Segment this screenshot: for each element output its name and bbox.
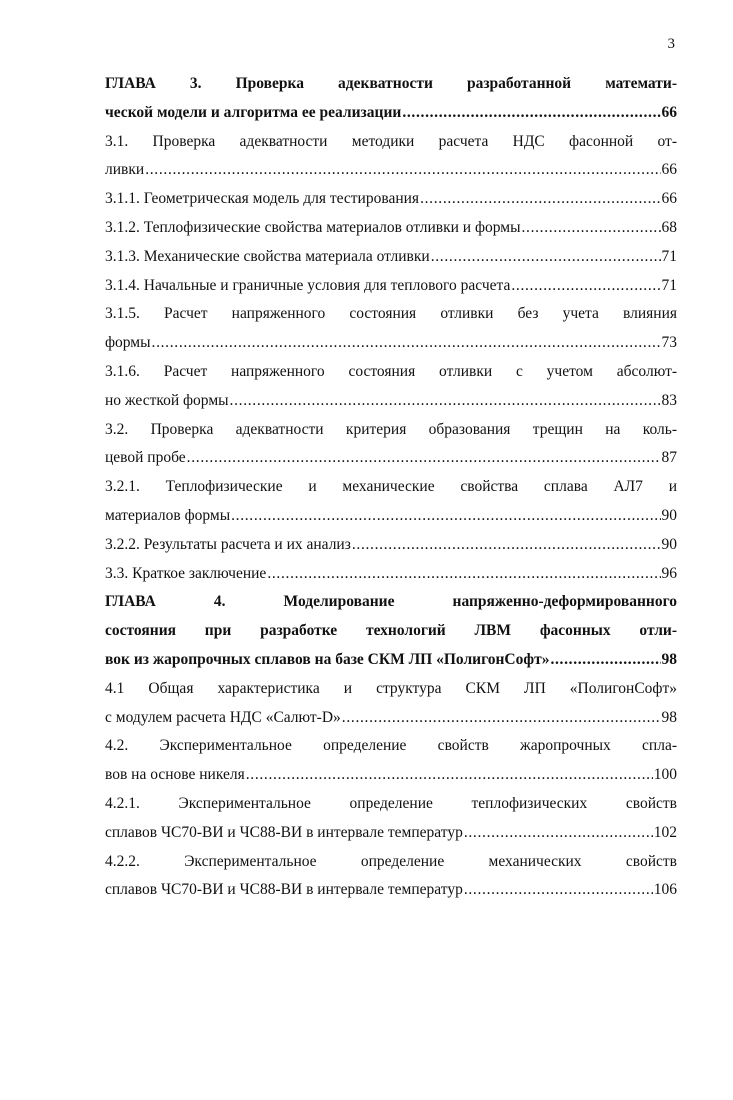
toc-entry-title: но жесткой формы bbox=[105, 391, 229, 409]
dot-leader bbox=[521, 214, 660, 243]
toc-page-number: 71 bbox=[661, 276, 677, 294]
dot-leader bbox=[267, 560, 660, 589]
toc-entry-leader-line bbox=[105, 560, 677, 589]
page-number: 3 bbox=[667, 36, 675, 52]
toc-entry-title: 3.3. Краткое заключение bbox=[105, 564, 267, 582]
dot-leader bbox=[246, 761, 653, 790]
toc-entry-leader-line bbox=[105, 646, 677, 675]
dot-leader bbox=[464, 876, 653, 905]
toc-entry-title: 3.1.2. Теплофизические свойства материалов отливки и формы bbox=[105, 218, 521, 236]
dot-leader bbox=[152, 329, 661, 358]
toc-entry-title: формы bbox=[105, 334, 151, 352]
dot-leader bbox=[230, 387, 661, 416]
toc-entry-line: 4.2.2. Экспериментальное определение механических свойств bbox=[105, 852, 677, 870]
toc-section-entry bbox=[105, 358, 677, 416]
toc-entry-title: 3.2.2. Результаты расчета и их анализ bbox=[105, 535, 351, 553]
toc-page-number: 98 bbox=[661, 650, 677, 668]
toc-entry-title: ливки bbox=[105, 161, 145, 179]
dot-leader bbox=[231, 502, 660, 531]
toc-entry-title: вов на основе никеля bbox=[105, 766, 245, 784]
dot-leader bbox=[187, 444, 661, 473]
toc-entry-leader-line bbox=[105, 387, 677, 416]
toc-page-number: 102 bbox=[653, 823, 677, 841]
toc-entry-leader-line bbox=[105, 214, 677, 243]
toc-page-number: 96 bbox=[661, 564, 677, 582]
toc-entry-title: вок из жаропрочных сплавов на базе СКМ ЛП «ПолигонСофт» bbox=[105, 650, 550, 668]
toc-entry-title: сплавов ЧС70-ВИ и ЧС88-ВИ в интервале температур bbox=[105, 881, 463, 899]
toc-entry-title: с модулем расчета НДС «Салют-D» bbox=[105, 708, 341, 726]
toc-entry-title: цевой пробе bbox=[105, 449, 186, 467]
toc-entry-leader-line bbox=[105, 819, 677, 848]
toc-chapter-entry bbox=[105, 588, 677, 674]
toc-section-entry bbox=[105, 416, 677, 474]
toc-page-number: 87 bbox=[661, 449, 677, 467]
toc-page-number: 90 bbox=[661, 535, 677, 553]
toc-section-entry bbox=[105, 128, 677, 186]
toc-entry-line: 4.1 Общая характеристика и структура СКМ ЛП «ПолигонСофт» bbox=[105, 679, 677, 697]
toc-section-entry bbox=[105, 214, 677, 243]
toc-page-number: 106 bbox=[653, 881, 677, 899]
toc-entry-title: сплавов ЧС70-ВИ и ЧС88-ВИ в интервале температур bbox=[105, 823, 463, 841]
dot-leader bbox=[342, 704, 661, 733]
dot-leader bbox=[402, 99, 660, 128]
toc-page-number: 73 bbox=[661, 334, 677, 352]
toc-section-entry bbox=[105, 243, 677, 272]
toc-page-number: 68 bbox=[661, 218, 677, 236]
toc-chapter-entry bbox=[105, 70, 677, 128]
toc-section-entry bbox=[105, 732, 677, 790]
toc-page-number: 66 bbox=[661, 161, 677, 179]
toc-entry-line: 4.2.1. Экспериментальное определение теплофизических свойств bbox=[105, 794, 677, 812]
toc-entry-line: 3.1.5. Расчет напряженного состояния отливки без учета влияния bbox=[105, 305, 677, 323]
toc-entry-line: 3.1. Проверка адекватности методики расчета НДС фасонной от- bbox=[105, 132, 677, 150]
toc-page-number: 71 bbox=[661, 247, 677, 265]
dot-leader bbox=[550, 646, 660, 675]
toc-entry-line: 3.2. Проверка адекватности критерия образования трещин на коль- bbox=[105, 420, 677, 438]
toc-entry-line: 3.1.6. Расчет напряженного состояния отливки с учетом абсолют- bbox=[105, 362, 677, 380]
toc-entry-leader-line bbox=[105, 444, 677, 473]
toc-entry-line: ГЛАВА 3. Проверка адекватности разработанной математи- bbox=[105, 75, 677, 92]
toc-entry-leader-line bbox=[105, 243, 677, 272]
dot-leader bbox=[420, 185, 660, 214]
toc-page-number: 98 bbox=[661, 708, 677, 726]
toc-entry-line: 3.2.1. Теплофизические и механические свойства сплава АЛ7 и bbox=[105, 478, 677, 496]
toc-entry-title: материалов формы bbox=[105, 506, 231, 524]
toc-entry-title: 3.1.4. Начальные и граничные условия для теплового расчета bbox=[105, 276, 511, 294]
toc-entry-leader-line bbox=[105, 876, 677, 905]
toc-section-entry bbox=[105, 185, 677, 214]
toc-page-number: 100 bbox=[653, 766, 677, 784]
dot-leader bbox=[431, 243, 661, 272]
dot-leader bbox=[464, 819, 653, 848]
toc-entry-title: 3.1.3. Механические свойства материала отливки bbox=[105, 247, 430, 265]
dot-leader bbox=[145, 156, 660, 185]
toc-entry-leader-line bbox=[105, 99, 677, 128]
toc-entry-title: ческой модели и алгоритма ее реализации bbox=[105, 103, 402, 121]
toc-entry-leader-line bbox=[105, 704, 677, 733]
toc-section-entry bbox=[105, 473, 677, 531]
toc-entry-leader-line bbox=[105, 531, 677, 560]
toc-entry-leader-line bbox=[105, 502, 677, 531]
toc-section-entry bbox=[105, 531, 677, 560]
toc-page-number: 90 bbox=[661, 506, 677, 524]
toc-section-entry bbox=[105, 848, 677, 906]
toc-entry-leader-line bbox=[105, 761, 677, 790]
toc-entry-leader-line bbox=[105, 329, 677, 358]
toc-section-entry bbox=[105, 560, 677, 589]
toc-entry-line: состояния при разработке технологий ЛВМ фасонных отли- bbox=[105, 622, 677, 640]
toc-section-entry bbox=[105, 675, 677, 733]
toc-entry-leader-line bbox=[105, 272, 677, 301]
toc-page-number: 66 bbox=[661, 103, 677, 121]
toc-entry-title: 3.1.1. Геометрическая модель для тестирования bbox=[105, 190, 420, 208]
dot-leader bbox=[511, 272, 660, 301]
toc-section-entry bbox=[105, 300, 677, 358]
toc-page-number: 66 bbox=[661, 190, 677, 208]
toc-entry-leader-line bbox=[105, 185, 677, 214]
toc-entry-line: ГЛАВА 4. Моделирование напряженно-деформированного bbox=[105, 593, 677, 611]
table-of-contents bbox=[105, 70, 677, 905]
toc-entry-leader-line bbox=[105, 156, 677, 185]
toc-entry-line: 4.2. Экспериментальное определение свойств жаропрочных спла- bbox=[105, 737, 677, 755]
toc-section-entry bbox=[105, 790, 677, 848]
toc-section-entry bbox=[105, 272, 677, 301]
dot-leader bbox=[352, 531, 661, 560]
toc-page-number: 83 bbox=[661, 391, 677, 409]
